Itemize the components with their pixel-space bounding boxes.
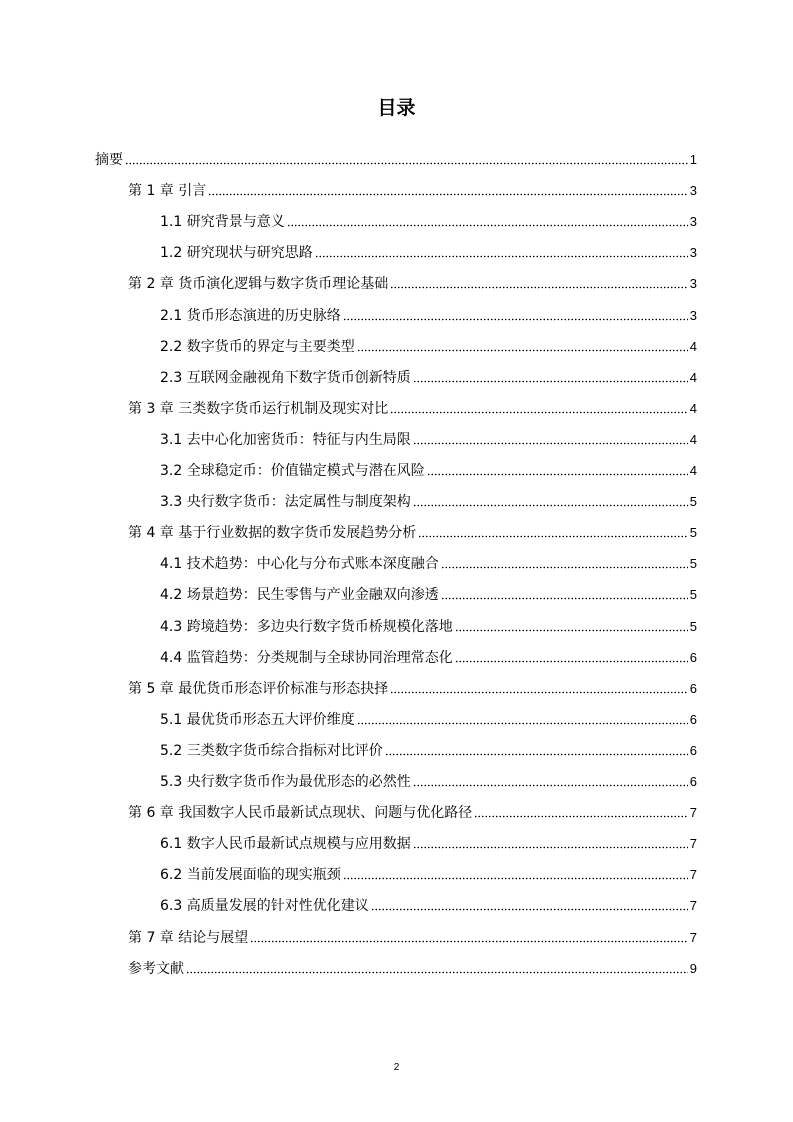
dot-leader: [343, 875, 688, 880]
toc-entry[interactable]: [160, 708, 697, 730]
toc-entry[interactable]: [160, 552, 697, 574]
toc-entry[interactable]: [95, 148, 697, 170]
toc-entry-page: 4: [689, 431, 697, 447]
dot-leader: [385, 751, 688, 756]
toc-entry-label: 第 2 章 货币演化逻辑与数字货币理论基础: [128, 276, 389, 293]
toc-entry-label: 第 5 章 最优货币形态评价标准与形态抉择: [128, 680, 389, 697]
toc-entry-page: 3: [689, 183, 697, 199]
dot-leader: [208, 191, 688, 196]
toc-entry[interactable]: [160, 832, 697, 854]
toc-entry[interactable]: [160, 428, 697, 450]
toc-entry-label: 2.2 数字货币的界定与主要类型: [160, 338, 355, 355]
toc-entry[interactable]: [128, 677, 697, 699]
toc-entry-label: 5.3 央行数字货币作为最优形态的必然性: [160, 774, 411, 790]
toc-entry-page: 7: [689, 836, 697, 852]
toc-entry-label: 6.1 数字人民币最新试点规模与应用数据: [160, 836, 411, 853]
toc-entry-page: 5: [689, 494, 697, 510]
toc-entry-page: 5: [689, 587, 697, 603]
dot-leader: [413, 378, 688, 383]
toc-entry[interactable]: [160, 646, 697, 668]
dot-leader: [315, 253, 688, 258]
dot-leader: [357, 347, 688, 352]
toc-entry-page: 9: [689, 960, 697, 976]
toc-entry-page: 4: [689, 463, 697, 478]
toc-entry[interactable]: [160, 241, 697, 263]
toc-entry-page: 5: [689, 525, 697, 541]
toc-entry-label: 4.1 技术趋势：中心化与分布式账本深度融合: [160, 556, 439, 573]
toc-entry[interactable]: [160, 770, 697, 792]
dot-leader: [413, 844, 688, 849]
dot-leader: [427, 471, 688, 476]
toc-entry[interactable]: [160, 335, 697, 357]
toc-entry-page: 3: [689, 245, 697, 261]
toc-entry[interactable]: [128, 957, 697, 979]
dot-leader: [413, 502, 688, 507]
toc-entry[interactable]: [160, 863, 697, 885]
dot-leader: [390, 284, 688, 289]
toc-entry-label: 4.2 场景趋势：民生零售与产业金融双向渗透: [160, 587, 439, 604]
toc-entry-label: 3.1 去中心化加密货币：特征与内生局限: [160, 431, 411, 448]
toc-entry-label: 第 6 章 我国数字人民币最新试点现状、问题与优化路径: [128, 805, 473, 822]
toc-entry-page: 6: [689, 680, 697, 696]
toc-entry-label: 参考文献: [128, 960, 184, 977]
toc-entry[interactable]: [160, 583, 697, 605]
dot-leader: [390, 409, 688, 414]
toc-entry-page: 6: [689, 742, 697, 758]
toc-entry-label: 6.3 高质量发展的针对性优化建议: [160, 898, 369, 915]
toc-entry-page: 7: [689, 929, 697, 945]
toc-entry-page: 3: [689, 307, 697, 323]
dot-leader: [287, 222, 688, 227]
dot-leader: [441, 595, 688, 600]
toc-entry-page: 4: [689, 338, 697, 354]
toc-entry-label: 4.3 跨境趋势：多边央行数字货币桥规模化落地: [160, 618, 453, 635]
toc-entry-page: 6: [689, 711, 697, 727]
toc-entry-label: 2.1 货币形态演进的历史脉络: [160, 307, 341, 324]
dot-leader: [250, 938, 688, 943]
toc-entry-label: 第 1 章 引言: [128, 183, 207, 200]
toc-entry-page: 4: [689, 400, 697, 416]
toc-entry-page: 6: [689, 649, 697, 665]
toc-entry-page: 7: [689, 805, 697, 821]
toc-entry[interactable]: [160, 304, 697, 326]
toc-entry[interactable]: [128, 397, 697, 419]
toc-entry[interactable]: [160, 459, 697, 481]
toc-entry-label: 第 3 章 三类数字货币运行机制及现实对比: [128, 400, 389, 417]
dot-leader: [441, 564, 688, 569]
toc-entry[interactable]: [128, 801, 697, 823]
toc-entry-page: 6: [689, 774, 697, 789]
toc-entry-label: 1.1 研究背景与意义: [160, 214, 285, 231]
toc-entry-label: 3.2 全球稳定币：价值锚定模式与潜在风险: [160, 463, 425, 479]
dot-leader: [357, 720, 688, 725]
toc-entry-label: 2.3 互联网金融视角下数字货币创新特质: [160, 369, 411, 386]
toc-entry-label: 3.3 央行数字货币：法定属性与制度架构: [160, 494, 411, 511]
dot-leader: [413, 440, 688, 445]
toc-entry[interactable]: [160, 210, 697, 232]
toc-entry-page: 5: [689, 556, 697, 572]
toc-entry[interactable]: [160, 366, 697, 388]
toc-entry[interactable]: [128, 926, 697, 948]
dot-leader: [413, 782, 688, 787]
toc-entry-label: 1.2 研究现状与研究思路: [160, 245, 313, 262]
dot-leader: [343, 316, 688, 321]
dot-leader: [186, 969, 688, 974]
toc-entry-label: 摘要: [95, 152, 123, 168]
toc-entry[interactable]: [160, 490, 697, 512]
dot-leader: [455, 658, 688, 663]
dot-leader: [125, 160, 688, 165]
dot-leader: [418, 533, 688, 538]
toc-entry-label: 第 7 章 结论与展望: [128, 929, 249, 946]
dot-leader: [455, 627, 688, 632]
toc-entry-page: 1: [689, 152, 697, 167]
toc-entry-label: 6.2 当前发展面临的现实瓶颈: [160, 867, 341, 884]
toc-entry[interactable]: [160, 739, 697, 761]
toc-entry-page: 4: [689, 369, 697, 385]
toc-entry-page: 7: [689, 867, 697, 883]
toc-entry-page: 3: [689, 276, 697, 292]
toc-entry[interactable]: [160, 615, 697, 637]
dot-leader: [390, 689, 688, 694]
toc-entry[interactable]: [128, 521, 697, 543]
toc-entry-label: 5.2 三类数字货币综合指标对比评价: [160, 742, 383, 759]
toc-entry-page: 3: [689, 214, 697, 230]
toc-entry-label: 第 4 章 基于行业数据的数字货币发展趋势分析: [128, 525, 417, 542]
toc-title: 目录: [377, 97, 416, 119]
toc-entry-page: 5: [689, 618, 697, 634]
toc-entry[interactable]: [128, 179, 697, 201]
toc-entry-label: 5.1 最优货币形态五大评价维度: [160, 711, 355, 728]
dot-leader: [371, 906, 688, 911]
toc-entry-page: 7: [689, 898, 697, 914]
page-number: 2: [393, 1062, 400, 1073]
toc-entry[interactable]: [128, 272, 697, 294]
dot-leader: [474, 813, 688, 818]
toc-entry[interactable]: [160, 894, 697, 916]
toc-entry-label: 4.4 监管趋势：分类规制与全球协同治理常态化: [160, 649, 453, 666]
